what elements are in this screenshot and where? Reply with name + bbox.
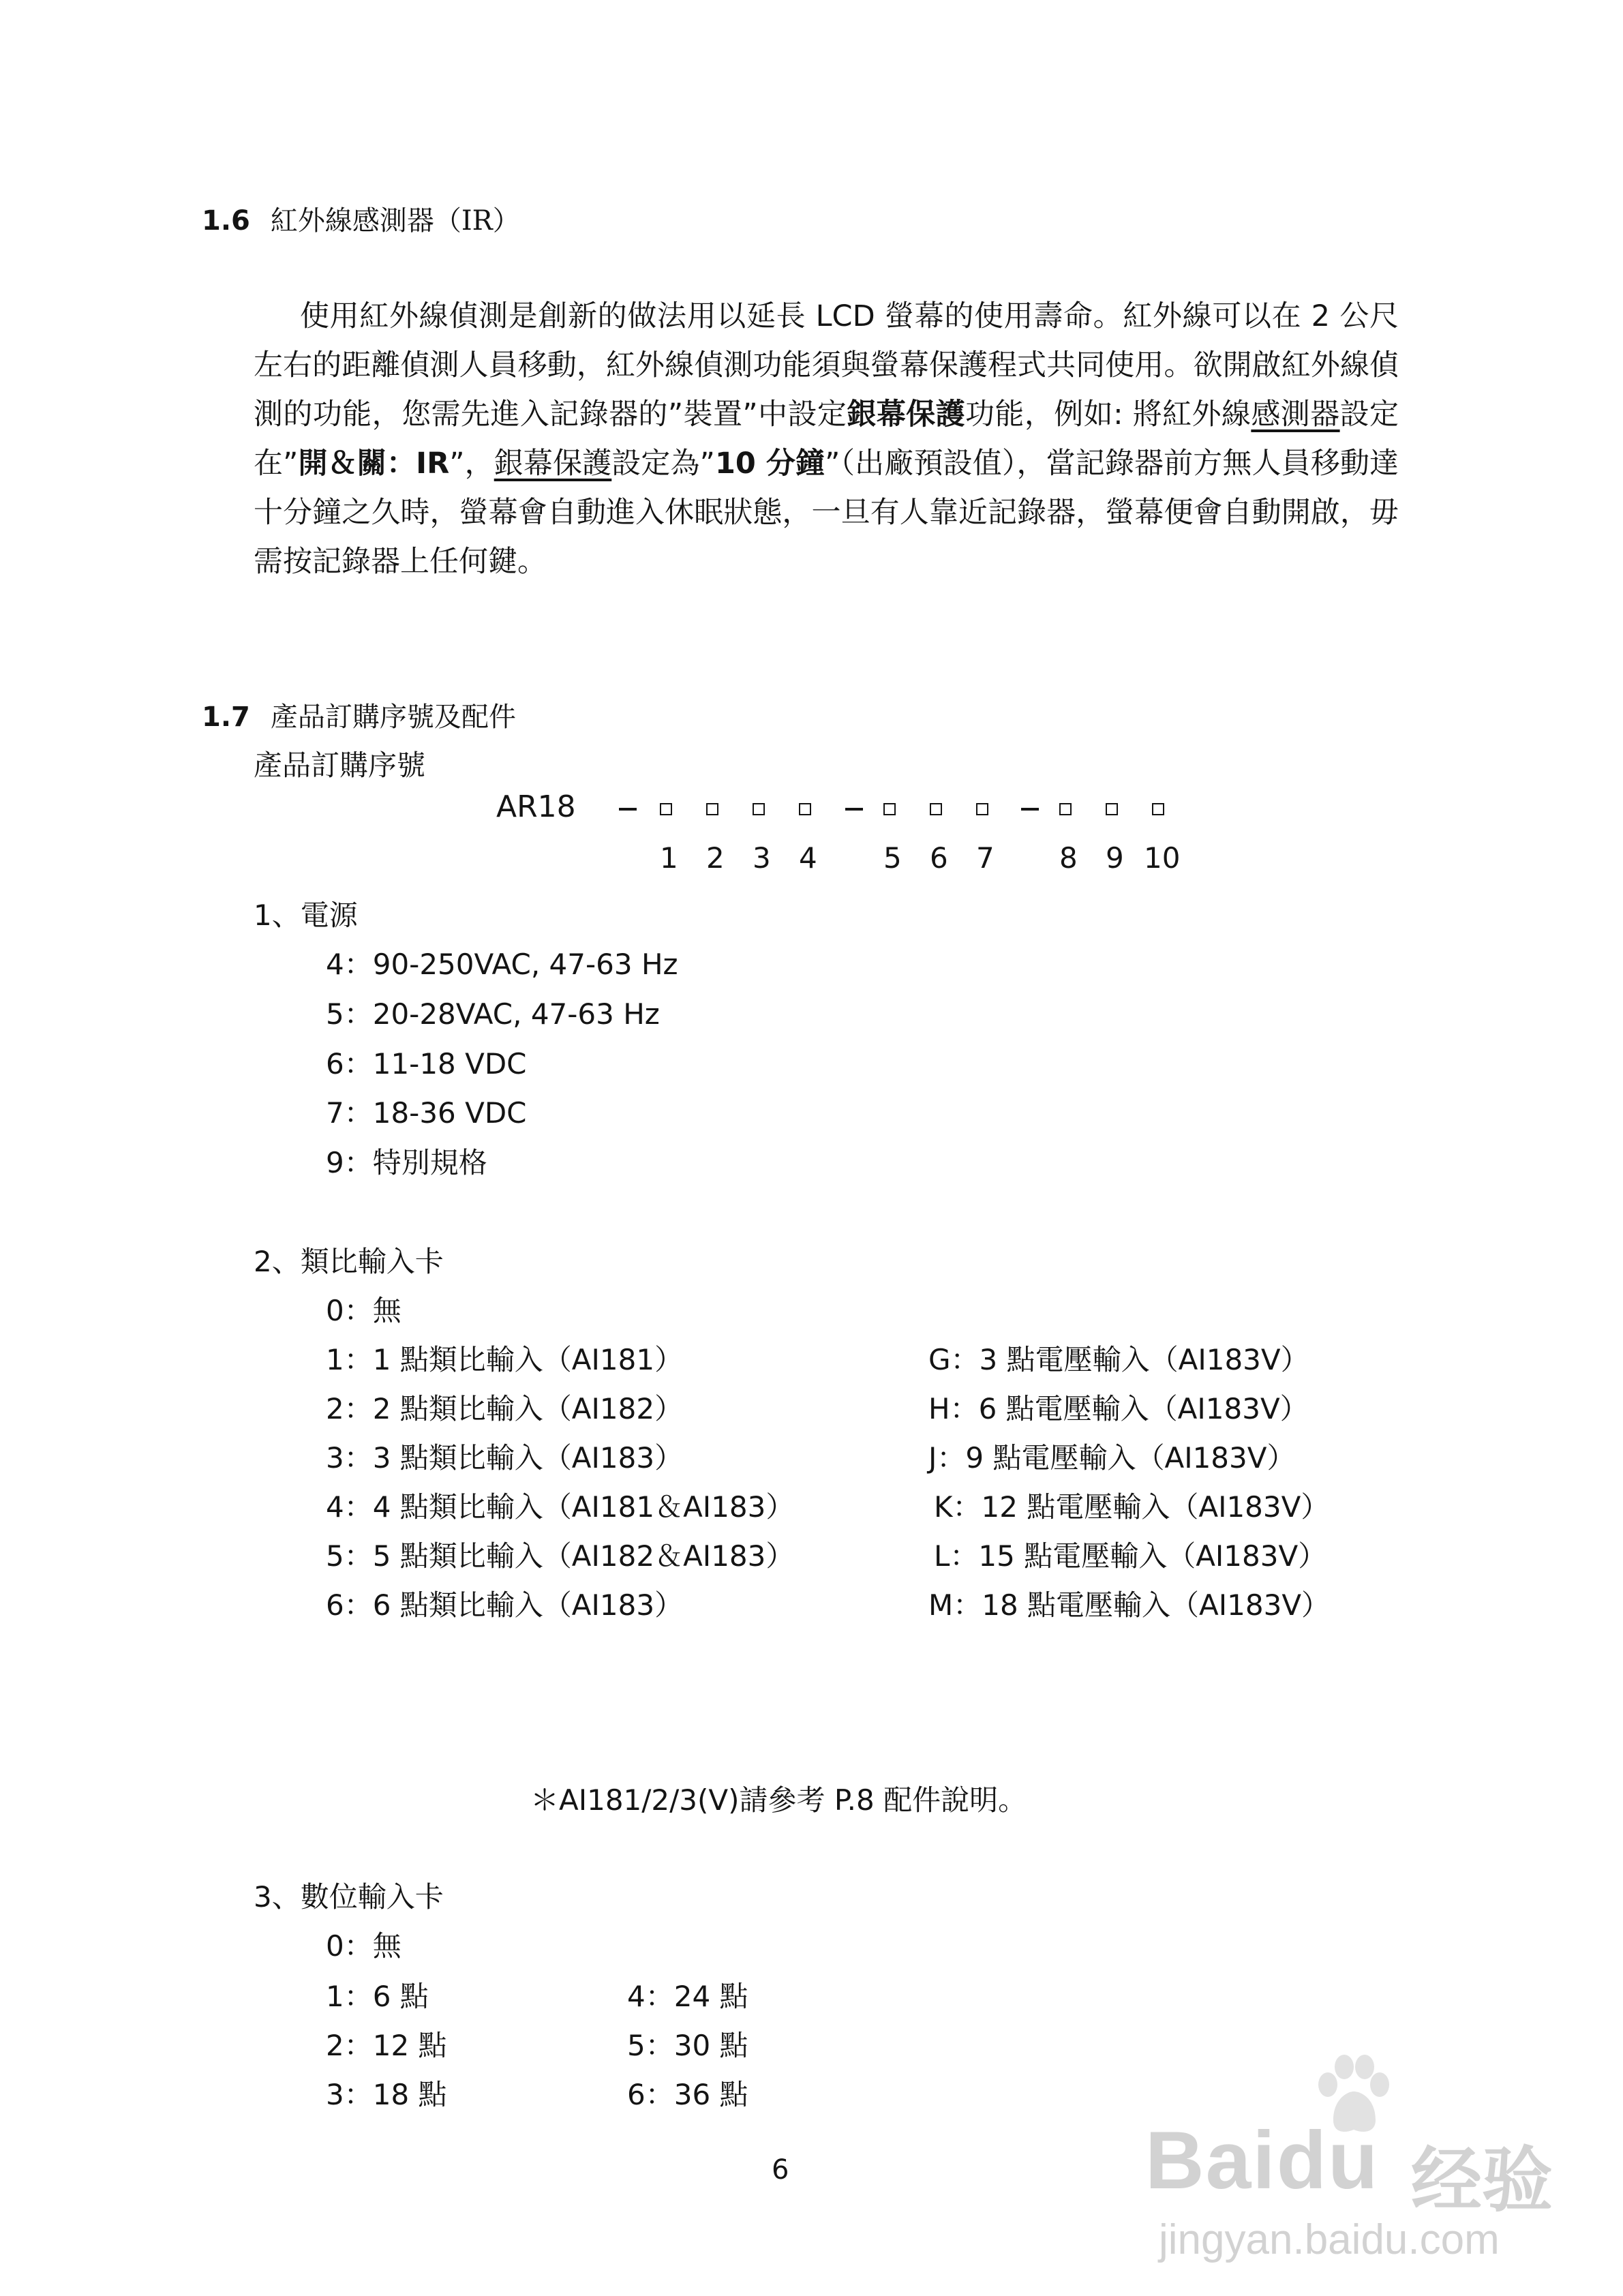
section-number: 1.7 [202, 701, 250, 733]
code-box [883, 803, 896, 815]
list-item: 5：5 點類比輸入（AI182＆AI183） [326, 1539, 795, 1573]
list-item: 1：1 點類比輸入（AI181） [326, 1343, 684, 1376]
group-2-title: 2、類比輸入卡 [254, 1245, 444, 1278]
separator-dash [619, 808, 637, 811]
para-underlined-screen-saver: 銀幕保護 [494, 447, 612, 481]
list-item: 3：18 點 [326, 2078, 447, 2111]
separator-dash [1021, 808, 1039, 811]
section-title: 產品訂購序號及配件 [270, 701, 516, 733]
list-item: 6：11-18 VDC [326, 1047, 527, 1081]
section-1-6-heading [202, 199, 520, 238]
list-item: 3：3 點類比輸入（AI183） [326, 1441, 684, 1475]
section-1-7-heading [202, 695, 516, 734]
code-box [660, 803, 672, 815]
para-text: 功能，例如: 將紅外線 [965, 397, 1252, 432]
position-number: 3 [753, 841, 771, 875]
para-text: 使用紅外線偵測是創新的做法用以延長 LCD 螢幕的使用壽命。紅外線可以在 2 公尺左右的距離偵測人員移動，紅外線偵測功能須與螢幕保護程式共同使用。欲開啟紅外線偵測的功能，您需先進入記錄器的”裝置”中設定 [254, 299, 1399, 432]
position-number: 6 [930, 841, 948, 875]
group-3-title: 3、數位輸入卡 [254, 1880, 444, 1914]
code-box [753, 803, 765, 815]
para-underlined-sensor: 感測器 [1251, 397, 1340, 432]
para-text: ”（出廠預設值），當記錄器前方無人員移動達十分鐘之久時，螢幕會自動進入休眠狀態，一旦有人靠近記錄器，螢幕便會自動開啟，毋需按記錄器上任何鍵。 [254, 447, 1399, 579]
position-number: 7 [976, 841, 995, 875]
list-item: 0：無 [326, 1294, 401, 1327]
para-bold-screen-saver: 銀幕保護 [847, 397, 965, 432]
page-number: 6 [772, 2154, 789, 2186]
order-code-diagram [496, 789, 1219, 892]
position-number: 8 [1059, 841, 1078, 875]
list-item: 4：90-250VAC, 47-63 Hz [326, 948, 678, 981]
list-item: 2：12 點 [326, 2029, 447, 2062]
accessory-note: ＊AI181/2/3(V)請參考 P.8 配件說明。 [530, 1783, 1027, 1817]
code-box [930, 803, 942, 815]
watermark [1145, 2052, 1581, 2270]
position-number: 9 [1106, 841, 1124, 875]
list-item: 2：2 點類比輸入（AI182） [326, 1392, 684, 1425]
para-text: 設定在” [254, 397, 1399, 481]
ir-paragraph [254, 292, 1399, 586]
position-number: 4 [799, 841, 817, 875]
code-box [799, 803, 811, 815]
list-item: 4：4 點類比輸入（AI181＆AI183） [326, 1490, 795, 1524]
list-item: M：18 點電壓輸入（AI183V） [928, 1588, 1331, 1622]
section-title: 紅外線感測器（IR） [270, 205, 520, 237]
code-box [706, 803, 718, 815]
position-number: 5 [883, 841, 902, 875]
watermark-brand: Baidu [1145, 2115, 1380, 2206]
order-code-prefix: AR18 [496, 789, 576, 824]
list-item: 1：6 點 [326, 1980, 429, 2013]
list-item: L：15 點電壓輸入（AI183V） [934, 1539, 1327, 1573]
watermark-url: jingyan.baidu.com [1159, 2216, 1500, 2263]
list-item: H：6 點電壓輸入（AI183V） [928, 1392, 1309, 1425]
list-item: 0：無 [326, 1929, 401, 1963]
para-text: ”， [449, 447, 494, 481]
code-box [1152, 803, 1164, 815]
list-item: 5：20-28VAC, 47-63 Hz [326, 997, 660, 1031]
para-bold-10-minutes: 10 分鐘 [714, 447, 825, 481]
list-item: 4：24 點 [627, 1980, 748, 2013]
order-code-subtitle: 產品訂購序號 [254, 749, 426, 782]
list-item: 6：36 點 [627, 2078, 748, 2111]
para-bold-on-off-ir: 開＆關：IR [298, 447, 450, 481]
section-number: 1.6 [202, 205, 250, 237]
list-item: 7：18-36 VDC [326, 1096, 527, 1130]
group-1-title: 1、電源 [254, 898, 358, 932]
list-item: G：3 點電壓輸入（AI183V） [928, 1343, 1309, 1376]
position-number: 2 [706, 841, 725, 875]
para-text: 設定為” [611, 447, 715, 481]
code-box [976, 803, 988, 815]
position-number: 10 [1144, 841, 1181, 875]
code-box [1106, 803, 1118, 815]
list-item: 9：特別規格 [326, 1146, 487, 1179]
list-item: 6：6 點類比輸入（AI183） [326, 1588, 684, 1622]
list-item: K：12 點電壓輸入（AI183V） [934, 1490, 1330, 1524]
list-item: 5：30 點 [627, 2029, 748, 2062]
position-number: 1 [660, 841, 678, 875]
list-item: J：9 點電壓輸入（AI183V） [928, 1441, 1296, 1475]
watermark-brand-cn: 经验 [1411, 2141, 1553, 2220]
code-box [1059, 803, 1072, 815]
separator-dash [845, 808, 863, 811]
